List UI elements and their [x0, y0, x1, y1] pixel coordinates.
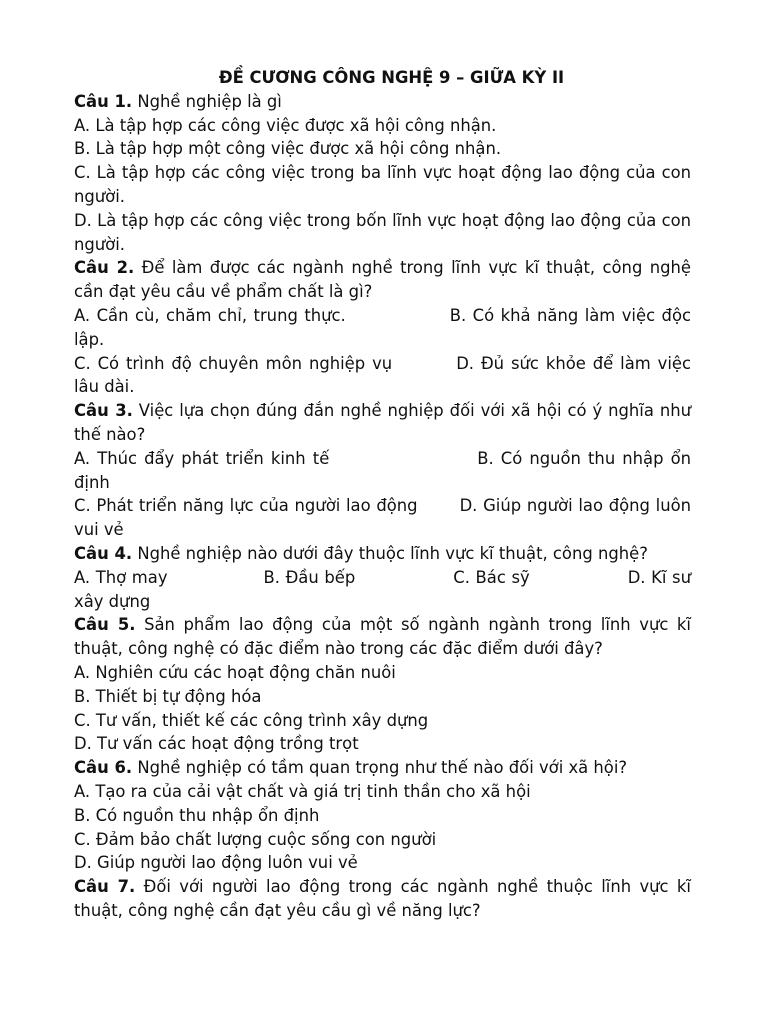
question-text: Việc lựa chọn đúng đắn nghề nghiệp đối với xã hội có ý nghĩa như thế nào?: [74, 401, 691, 444]
option-2c: C. Có trình độ chuyên môn nghiệp vụ: [74, 353, 393, 373]
option-4a: A. Thợ may: [74, 567, 168, 587]
option-6b: B. Có nguồn thu nhập ổn định: [74, 805, 320, 825]
option-6d: D. Giúp người lao động luôn vui vẻ: [74, 853, 358, 873]
option-5b: B. Thiết bị tự động hóa: [74, 686, 262, 706]
question-2: [74, 256, 691, 304]
question-text: Nghề nghiệp là gì: [132, 91, 282, 111]
option-1d: D. Là tập hợp các công việc trong bốn lĩnh vực hoạt động lao động của con người.: [74, 210, 691, 254]
option-3d: D. Giúp người lao động luôn vui vẻ: [74, 496, 691, 540]
question-text: Nghề nghiệp có tầm quan trọng như thế nào đối với xã hội?: [132, 758, 628, 778]
question-label: Câu 7.: [74, 877, 136, 897]
question-3: [74, 399, 691, 447]
options-3cd: [74, 494, 691, 542]
question-6: [74, 756, 691, 780]
option-3a: A. Thúc đẩy phát triển kinh tế: [74, 448, 330, 468]
option-3b: B. Có nguồn thu nhập ổn định: [74, 448, 691, 492]
options-4abcd: [74, 566, 691, 614]
option-4c: C. Bác sỹ: [453, 567, 530, 587]
question-7: [74, 875, 691, 923]
question-label: Câu 5.: [74, 615, 136, 635]
option-4b: B. Đầu bếp: [263, 567, 356, 587]
option-2b: B. Có khả năng làm việc độc lập.: [74, 305, 691, 349]
option-5c: C. Tư vấn, thiết kế các công trình xây dựng: [74, 710, 429, 730]
option-1c: C. Là tập hợp các công việc trong ba lĩnh vực hoạt động lao động của con người.: [74, 163, 691, 206]
question-4: [74, 542, 691, 566]
options-3ab: [74, 447, 691, 495]
question-text: Để làm được các ngành nghề trong lĩnh vực kĩ thuật, công nghệ cần đạt yêu cầu về phẩm chất là gì?: [74, 258, 691, 302]
question-text: Đối với người lao động trong các ngành nghề thuộc lĩnh vực kĩ thuật, công nghệ cần đạt yêu cầu gì về năng lực?: [74, 877, 691, 920]
question-text: Nghề nghiệp nào dưới đây thuộc lĩnh vực kĩ thuật, công nghệ?: [132, 543, 648, 563]
option-5d: D. Tư vấn các hoạt động trồng trọt: [74, 734, 359, 754]
question-label: Câu 2.: [74, 258, 135, 278]
question-label: Câu 1.: [74, 91, 133, 111]
option-2a: A. Cần cù, chăm chỉ, trung thực.: [74, 305, 346, 325]
question-text: Sản phẩm lao động của một số ngành ngành trong lĩnh vực kĩ thuật, công nghệ có đặc điểm nào trong các đặc điểm dưới đây?: [74, 615, 691, 659]
options-2ab: [74, 304, 691, 352]
option-1a: A. Là tập hợp các công việc được xã hội công nhận.: [74, 115, 497, 135]
question-1: [74, 90, 691, 114]
document-title: ĐỀ CƯƠNG CÔNG NGHỆ 9 – GIỮA KỲ II: [218, 68, 565, 87]
option-3c: C. Phát triển năng lực của người lao động: [74, 496, 418, 516]
option-2d: D. Đủ sức khỏe để làm việc lâu dài.: [74, 353, 691, 397]
question-label: Câu 4.: [74, 543, 133, 563]
document-page: [74, 66, 691, 923]
options-2cd: [74, 352, 691, 400]
option-1b: B. Là tập hợp một công việc được xã hội công nhận.: [74, 139, 502, 159]
question-label: Câu 6.: [74, 758, 133, 778]
question-label: Câu 3.: [74, 401, 133, 421]
option-4d: D. Kĩ sư xây dựng: [74, 567, 691, 611]
option-6a: A. Tạo ra của cải vật chất và giá trị tinh thần cho xã hội: [74, 781, 531, 801]
option-5a: A. Nghiên cứu các hoạt động chăn nuôi: [74, 662, 396, 682]
question-5: [74, 613, 691, 661]
option-6c: C. Đảm bảo chất lượng cuộc sống con người: [74, 829, 437, 849]
